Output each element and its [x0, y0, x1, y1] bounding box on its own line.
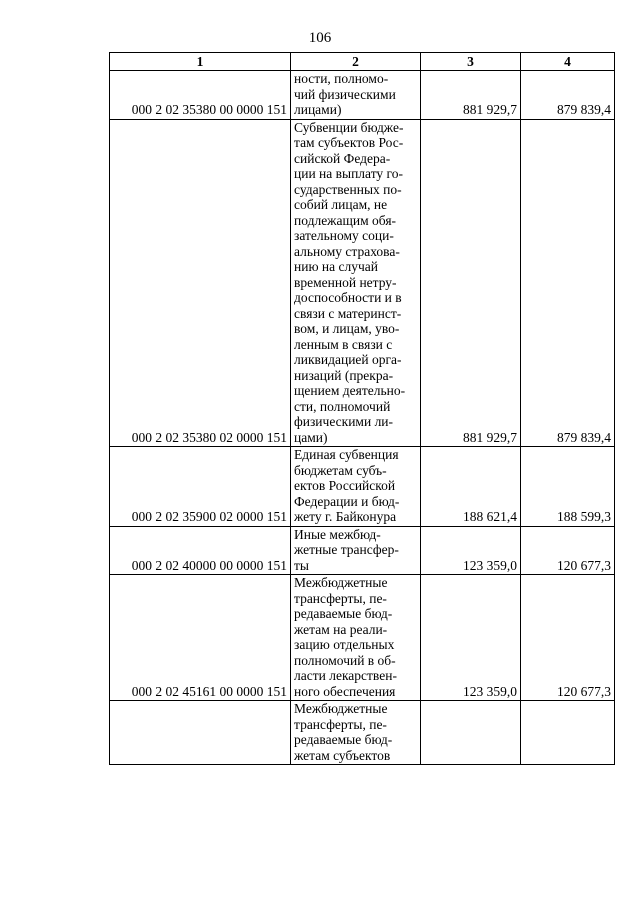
page-number: 106 [308, 30, 332, 46]
row-code: 000 2 02 45161 00 0000 151 [110, 575, 291, 701]
row-value-col3 [421, 701, 521, 765]
row-description: Субвенции бюдже- там субъектов Рос- сийской Федера- ции на выплату го- сударственных по- собий лицам, не подлежащим обя- зательному соци- альному страхова- нию на случай временной нетру- доспособности и в связи с материнст- вом, и лицам, уво- ленным в связи с ликвидацией орга- низаций (прекра- щением деятельно- сти, полномочий физическими ли- цами) [291, 119, 421, 447]
table-row [110, 526, 615, 575]
column-header-2: 2 [291, 53, 421, 71]
row-description: Иные межбюд- жетные трансфер- ты [291, 526, 421, 575]
table-row [110, 447, 615, 527]
row-code [110, 701, 291, 765]
row-value-col4: 879 839,4 [521, 119, 615, 447]
row-value-col4 [521, 701, 615, 765]
row-code: 000 2 02 40000 00 0000 151 [110, 526, 291, 575]
table-header-row [110, 53, 615, 71]
row-value-col4: 120 677,3 [521, 526, 615, 575]
row-value-col4: 120 677,3 [521, 575, 615, 701]
column-header-1: 1 [110, 53, 291, 71]
row-value-col3: 881 929,7 [421, 71, 521, 120]
table-row [110, 119, 615, 447]
column-header-4: 4 [521, 53, 615, 71]
row-description: ности, полномо- чий физическими лицами) [291, 71, 421, 120]
table-row [110, 575, 615, 701]
row-code: 000 2 02 35380 02 0000 151 [110, 119, 291, 447]
row-description: Межбюджетные трансферты, пе- редаваемые бюд- жетам субъектов [291, 701, 421, 765]
row-code: 000 2 02 35380 00 0000 151 [110, 71, 291, 120]
row-value-col4: 879 839,4 [521, 71, 615, 120]
row-value-col4: 188 599,3 [521, 447, 615, 527]
table-row [110, 701, 615, 765]
row-value-col3: 123 359,0 [421, 575, 521, 701]
column-header-3: 3 [421, 53, 521, 71]
table-row [110, 71, 615, 120]
row-description: Единая субвенция бюджетам субъ- ектов Российской Федерации и бюд- жету г. Байконура [291, 447, 421, 527]
row-code: 000 2 02 35900 02 0000 151 [110, 447, 291, 527]
row-value-col3: 881 929,7 [421, 119, 521, 447]
budget-table [109, 52, 615, 765]
row-value-col3: 188 621,4 [421, 447, 521, 527]
row-description: Межбюджетные трансферты, пе- редаваемые бюд- жетам на реали- зацию отдельных полномочий в об- ласти лекарствен- ного обеспечения [291, 575, 421, 701]
row-value-col3: 123 359,0 [421, 526, 521, 575]
